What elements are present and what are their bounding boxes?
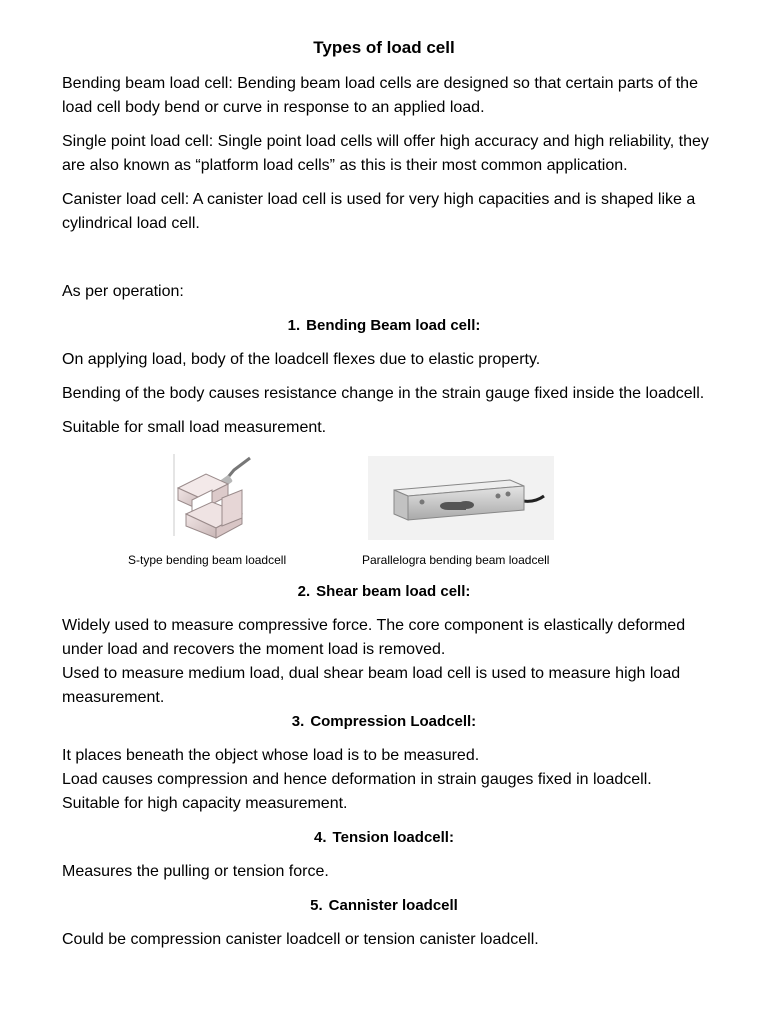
- section-4-number: 4.: [314, 829, 327, 846]
- intro-bending-beam-line2: load cell body bend or curve in response to an applied load.: [62, 99, 485, 116]
- section-4-title: Tension loadcell:: [332, 829, 454, 846]
- parallelogram-caption: Parallelogra bending beam loadcell: [362, 553, 550, 567]
- section-3-number: 3.: [291, 713, 305, 730]
- page-title: Types of load cell: [313, 38, 455, 57]
- section-2-line1: Widely used to measure compressive force. The core component is elastically deformed: [62, 617, 686, 634]
- section-2-heading: [0, 580, 768, 604]
- s-type-loadcell-photo: [172, 448, 260, 540]
- section-1-number: 1.: [287, 317, 301, 334]
- section-2-line2: under load and recovers the moment load is removed.: [62, 641, 446, 658]
- section-3-heading: [0, 710, 768, 734]
- section-5-number: 5.: [310, 897, 323, 914]
- section-3-line2: Load causes compression and hence deformation in strain gauges fixed in loadcell.: [62, 771, 652, 788]
- operation-label: As per operation:: [62, 283, 184, 300]
- intro-canister-line1: Canister load cell: A canister load cell is used for very high capacities and is shaped like a: [62, 191, 696, 208]
- section-2-line3: Used to measure medium load, dual shear beam load cell is used to measure high load: [62, 665, 681, 682]
- section-1-heading: [0, 314, 768, 338]
- section-1-line3: Suitable for small load measurement.: [62, 419, 327, 436]
- intro-canister-line2: cylindrical load cell.: [62, 215, 200, 232]
- section-5-line1: Could be compression canister loadcell or tension canister loadcell.: [62, 931, 539, 948]
- s-type-caption: S-type bending beam loadcell: [128, 553, 287, 567]
- intro-single-point-line1: Single point load cell: Single point load cells will offer high accuracy and high reliability, they: [62, 133, 709, 150]
- section-2-number: 2.: [297, 583, 311, 600]
- section-5-heading: [0, 894, 768, 918]
- intro-bending-beam-line1: Bending beam load cell: Bending beam load cells are designed so that certain parts of the: [62, 75, 698, 92]
- section-3-title: Compression Loadcell:: [310, 713, 477, 730]
- section-3-line3: Suitable for high capacity measurement.: [62, 795, 348, 812]
- section-2-line4: measurement.: [62, 689, 165, 706]
- section-1-line2: Bending of the body causes resistance change in the strain gauge fixed inside the loadcell.: [62, 385, 705, 402]
- section-3-line1: It places beneath the object whose load is to be measured.: [62, 747, 480, 764]
- section-1-line1: On applying load, body of the loadcell flexes due to elastic property.: [62, 351, 541, 368]
- intro-single-point-line2: are also known as “platform load cells” as this is their most common application.: [62, 157, 628, 174]
- section-2-title: Shear beam load cell:: [316, 583, 471, 600]
- parallelogram-loadcell-photo: [368, 456, 554, 540]
- section-1-title: Bending Beam load cell:: [306, 317, 481, 334]
- section-5-title: Cannister loadcell: [328, 897, 458, 914]
- section-4-heading: [0, 826, 768, 850]
- section-4-line1: Measures the pulling or tension force.: [62, 863, 329, 880]
